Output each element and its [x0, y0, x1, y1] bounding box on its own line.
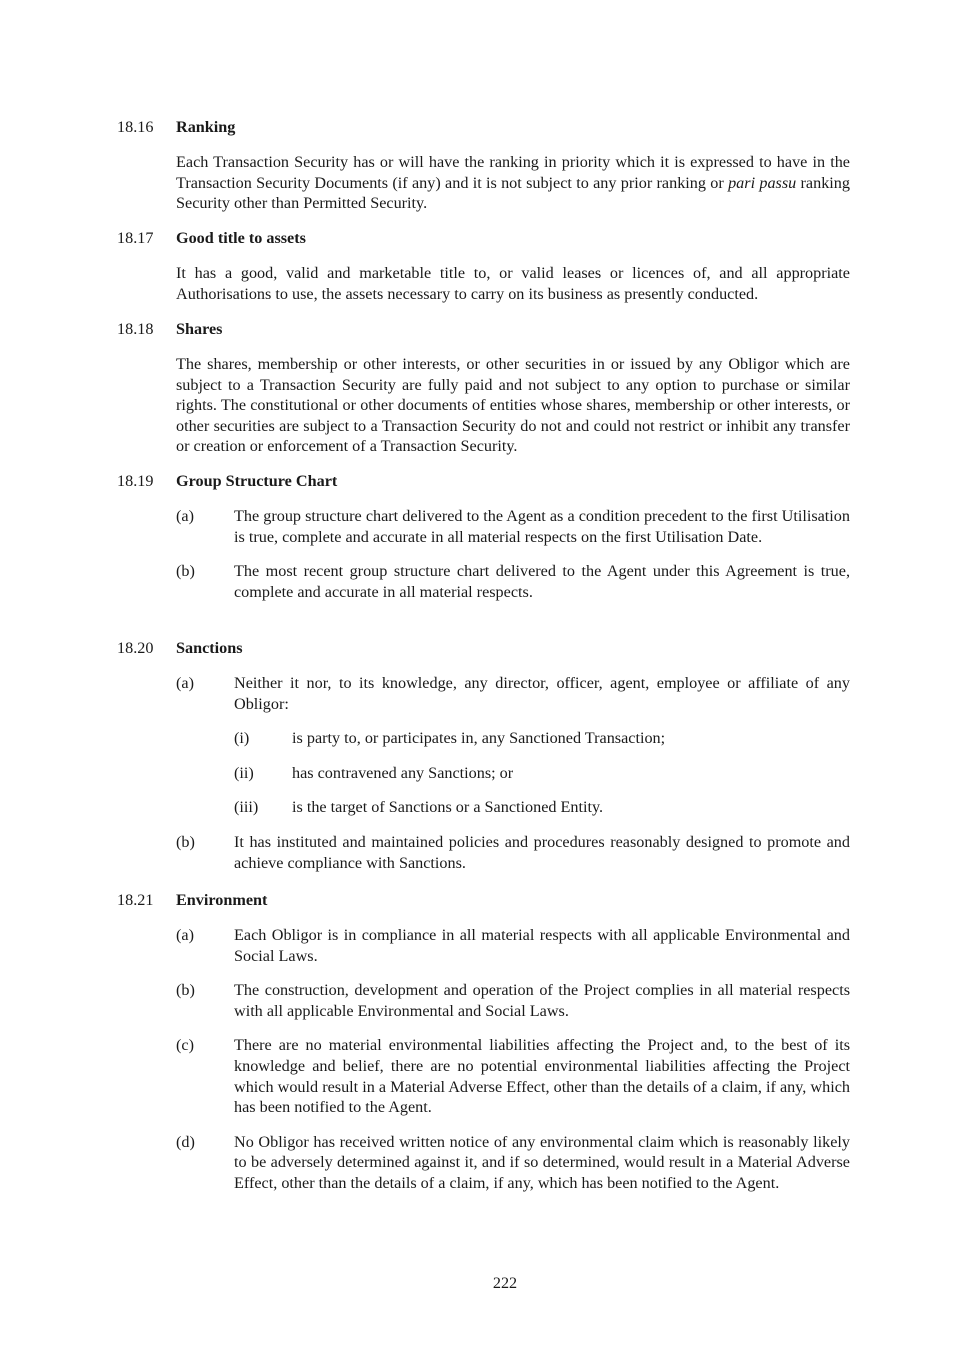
item-label: (a)	[176, 674, 194, 692]
clause-shares	[117, 319, 850, 457]
list-item	[117, 673, 850, 714]
body-italic-text: pari passu	[728, 173, 797, 192]
item-text: No Obligor has received written notice of any environmental claim which is reasonably likely to be adversely determined against it, and if so determined, would result in a Material Adverse Effect, other than the details of a claim, if any, which has been notified to the Agent.	[234, 1132, 850, 1192]
item-text: There are no material environmental liabilities affecting the Project and, to the best of its knowledge and belief, there are no potential environmental liabilities affecting the Project which would result in a Material Adverse Effect, other than the details of a claim, if any, which has been notified to the Agent.	[234, 1036, 850, 1117]
item-label: (c)	[176, 1036, 194, 1055]
body-text: Each Transaction Security has or will have the ranking in priority which it is expressed to have in the Transaction Security Documents (if any) and it is not subject to any prior ranking or	[176, 153, 850, 192]
list-item	[117, 1132, 850, 1194]
body-text: ranking Security other than Permitted Security.	[176, 173, 850, 213]
list-item	[117, 506, 850, 547]
clause-number: 18.20	[117, 639, 154, 657]
clause-environment	[117, 890, 850, 1194]
clause-heading	[117, 638, 850, 659]
clause-number: 18.17	[117, 229, 154, 247]
item-label: (a)	[176, 926, 194, 944]
clause-title: Sanctions	[176, 639, 243, 657]
subitem-text: has contravened any Sanctions; or	[292, 763, 514, 782]
clause-heading	[117, 471, 850, 492]
item-text: Neither it nor, to its knowledge, any director, officer, agent, employee or affiliate of any Obligor:	[234, 674, 850, 713]
item-text: It has instituted and maintained policies and procedures reasonably designed to promote and achieve compliance with Sanctions.	[234, 832, 850, 872]
clause-title: Good title to assets	[176, 229, 306, 247]
clause-number: 18.18	[117, 320, 154, 338]
clause-title: Environment	[176, 891, 268, 909]
sub-list-item	[117, 763, 850, 784]
list-item	[117, 832, 850, 873]
subitem-label: (i)	[234, 729, 250, 748]
item-label: (d)	[176, 1132, 195, 1151]
clause-number: 18.19	[117, 472, 154, 490]
list-item	[117, 925, 850, 966]
clause-title: Shares	[176, 320, 223, 338]
item-label: (b)	[176, 832, 195, 851]
item-label: (b)	[176, 562, 195, 581]
sub-list-item	[117, 728, 850, 749]
list-item	[117, 1035, 850, 1117]
clause-ranking	[117, 117, 850, 214]
item-text: The construction, development and operation of the Project complies in all material respects with all applicable Environmental and Social Laws.	[234, 981, 850, 1020]
clause-good-title	[117, 228, 850, 304]
subitem-text: is party to, or participates in, any Sanctioned Transaction;	[292, 729, 666, 748]
clause-heading	[117, 117, 850, 138]
clause-title: Ranking	[176, 118, 236, 136]
clause-sanctions	[117, 638, 850, 873]
sub-list-item	[117, 797, 850, 818]
item-text: The group structure chart delivered to the Agent as a condition precedent to the first Utilisation is true, complete and accurate in all material respects on the first Utilisation Date.	[234, 507, 850, 546]
clause-body: The shares, membership or other interests, or other securities in or issued by any Obligor which are subject to a Transaction Security are fully paid and not subject to any option to purchase or similar rights. The constitutional or other documents of entities whose shares, membership or other interests, or other securities are subject to a Transaction Security do not and could not restrict or inhibit any transfer or creation or enforcement of a Transaction Security.	[176, 355, 850, 456]
subitem-label: (iii)	[234, 798, 259, 817]
clause-body	[176, 152, 850, 214]
item-label: (b)	[176, 981, 195, 1000]
clause-group-structure-chart	[117, 471, 850, 602]
list-item	[117, 561, 850, 602]
item-label: (a)	[176, 507, 194, 525]
clause-heading	[117, 890, 850, 911]
clause-heading	[117, 228, 850, 249]
subitem-text: is the target of Sanctions or a Sanctioned Entity.	[292, 798, 604, 817]
item-text: The most recent group structure chart delivered to the Agent under this Agreement is true, complete and accurate in all material respects.	[234, 562, 850, 601]
clause-body: It has a good, valid and marketable title to, or valid leases or licences of, and all appropriate Authorisations to use, the assets necessary to carry on its business as presently conducted.	[176, 264, 850, 303]
clause-title: Group Structure Chart	[176, 472, 338, 490]
item-text: Each Obligor is in compliance in all material respects with all applicable Environmental and Social Laws.	[234, 926, 850, 965]
subitem-label: (ii)	[234, 763, 254, 782]
clause-number: 18.16	[117, 118, 154, 136]
page-number: 222	[492, 1274, 518, 1292]
clause-number: 18.21	[117, 891, 154, 909]
clause-heading	[117, 319, 850, 340]
list-item	[117, 980, 850, 1021]
